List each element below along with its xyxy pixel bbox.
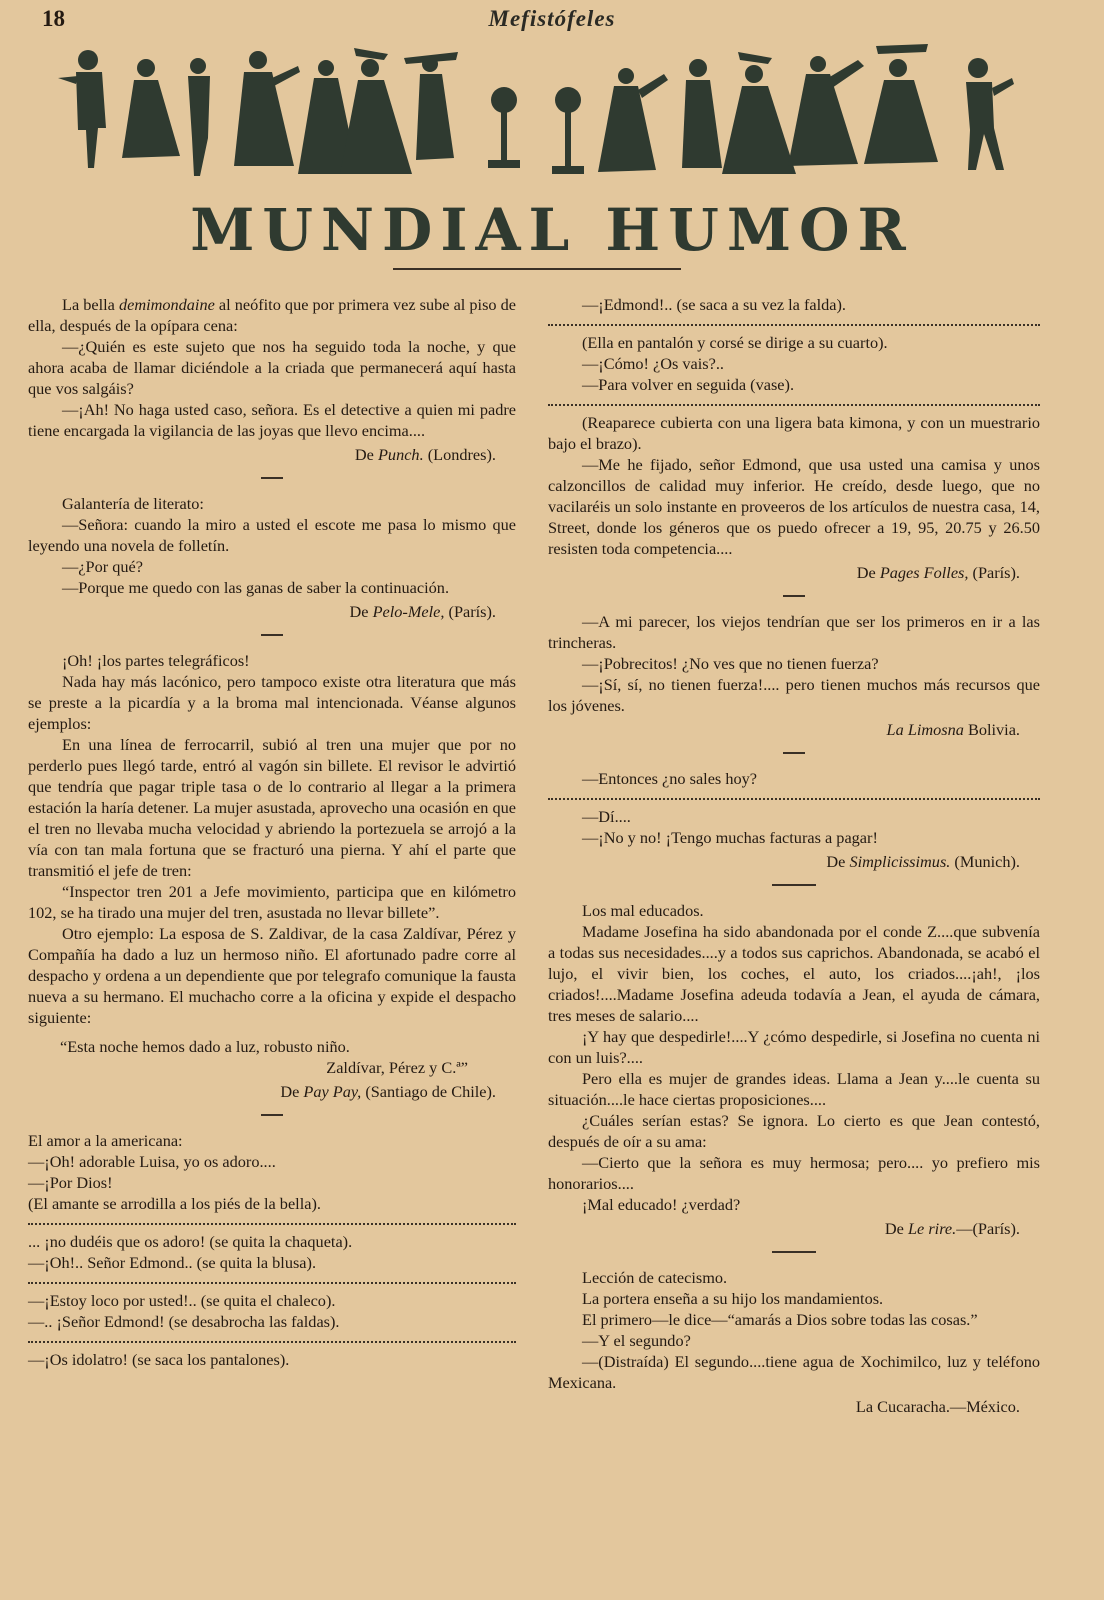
dotted-separator — [28, 1276, 516, 1284]
dotted-separator — [28, 1217, 516, 1225]
paragraph: —Me he fijado, señor Edmond, que usa usted una camisa y unos calzoncillos de calidad muy inferior. He creído, desde luego, que no vacilaréis un solo instante en proveeros de los artículos de nuestra casa, 14, Street, donde los géneros que os puedo ofrecer a 19, 95, 20.75 y 26.50 resisten toda competencia.... — [548, 455, 1040, 558]
paragraph: —¡Ah! No haga usted caso, señora. Es el detective a quien mi padre tiene encargada la vigilancia de las joyas que llevo encima.... — [28, 400, 516, 440]
paragraph: La bella demimondaine al neófito que por primera vez sube al piso de ella, después de la opípara cena: — [28, 295, 516, 335]
paragraph: —¡Oh!.. Señor Edmond.. (se quita la blusa). — [28, 1253, 317, 1272]
paragraph: —¡Sí, sí, no tienen fuerza!.... pero tienen muchos más recursos que los jóvenes. — [548, 675, 1040, 715]
joke-amor-americana-cont — [548, 294, 1040, 583]
paragraph: Los mal educados. — [582, 901, 704, 920]
paragraph: —¡No y no! ¡Tengo muchas facturas a pagar! — [582, 828, 878, 847]
right-column — [548, 294, 1040, 1417]
paragraph: ¡Oh! ¡los partes telegráficos! — [62, 651, 250, 670]
joke-galanteria — [28, 493, 516, 622]
page-header — [0, 4, 1104, 32]
paragraph: —¡Estoy loco por usted!.. (se quita el chaleco). — [28, 1291, 336, 1310]
joke-no-sales-hoy — [548, 768, 1040, 872]
magazine-name: Mefistófeles — [488, 6, 616, 31]
joke-demimondaine — [28, 294, 516, 465]
telegram-quote: “Esta noche hemos dado a luz, robusto niño. — [60, 1037, 350, 1056]
dotted-separator — [548, 398, 1040, 406]
source-credit: De Pages Folles, (París). — [856, 563, 1020, 582]
paragraph: “Inspector tren 201 a Jefe movimiento, participa que en kilómetro 102, se ha tirado una mujer del tren, asustada no llevar billete”. — [28, 882, 516, 922]
paragraph: (Ella en pantalón y corsé se dirige a su cuarto). — [582, 333, 888, 352]
page-title: MUNDIAL HUMOR — [190, 196, 914, 264]
paragraph: —Y el segundo? — [582, 1331, 691, 1350]
title-divider — [393, 268, 681, 270]
paragraph: —Dí.... — [582, 807, 631, 826]
paragraph: Galantería de literato: — [62, 494, 204, 513]
source-credit: De Simplicissimus. (Munich). — [826, 852, 1020, 871]
paragraph: —¡Por Dios! — [28, 1173, 113, 1192]
dotted-separator — [548, 792, 1040, 800]
paragraph: Nada hay más lacónico, pero tampoco existe otra literatura que más se preste a la picardía y a la broma mal intencionada. Véanse algunos ejemplos: — [28, 672, 516, 733]
telegram-signature: Zaldívar, Pérez y C.ª” — [326, 1058, 468, 1077]
paragraph: —¡Os idolatro! (se saca los pantalones). — [28, 1350, 290, 1369]
joke-partes-telegraficos — [28, 650, 516, 1102]
joke-viejos-trincheras — [548, 611, 1040, 740]
source-credit: De Punch. (Londres). — [354, 445, 496, 464]
paragraph: —¡Pobrecitos! ¿No ves que no tienen fuerza? — [582, 654, 879, 673]
paragraph: —¿Por qué? — [62, 557, 143, 576]
paragraph: Otro ejemplo: La esposa de S. Zaldivar, de la casa Zaldívar, Pérez y Compañía ha dado a luz un hermoso niño. El afortunado padre corre al despacho y ordena a un dependiente que por telegrafo comunique la fausta nueva a su hermano. El muchacho corre a la oficina y expide el despacho siguiente: — [28, 924, 516, 1027]
paragraph: —¡Edmond!.. (se saca a su vez la falda). — [582, 295, 847, 314]
paragraph: El amor a la americana: — [28, 1131, 183, 1150]
paragraph: —Entonces ¿no sales hoy? — [582, 769, 757, 788]
paragraph: Lección de catecismo. — [582, 1268, 728, 1287]
separator — [261, 1114, 283, 1116]
paragraph: ¡Y hay que despedirle!....Y ¿cómo despedirle, si Josefina no cuenta ni con un luis?.... — [548, 1027, 1040, 1067]
paragraph: El primero—le dice—“amarás a Dios sobre todas las cosas.” — [582, 1310, 978, 1329]
source-credit: De Le rire.—(París). — [884, 1219, 1020, 1238]
paragraph: ... ¡no dudéis que os adoro! (se quita la chaqueta). — [28, 1232, 353, 1251]
paragraph: —.. ¡Señor Edmond! (se desabrocha las faldas). — [28, 1312, 340, 1331]
source-credit: De Pay Pay, (Santiago de Chile). — [280, 1082, 496, 1101]
joke-mal-educados — [548, 900, 1040, 1239]
paragraph: Madame Josefina ha sido abandonada por el conde Z....que subvenía a todas sus necesidades....y a todos sus caprichos. Abandonada, se acabó el lujo, el vivir bien, los coches, el auto, los criados....¡ah!, ¡los criados!....Madame Josefina adeuda todavía a Jean, el ayuda de cámara, tres meses de salario.... — [548, 922, 1040, 1025]
paragraph: En una línea de ferrocarril, subió al tren una mujer que por no perderlo pues llegó tarde, entró al vagón sin billete. El revisor le advirtió que tendría que pagar triple tasa o de lo contrario al llegar a la primera estación la haría detener. La mujer asustada, aprovecho una ocasión en que el tren no llevaba mucha velocidad y abriendo la portezuela se arrojó a la vía con tan mala fortuna que se fracturó una pierna. Y ahí el parte que transmitió el jefe de tren: — [28, 735, 516, 880]
dotted-separator — [548, 318, 1040, 326]
source-credit: La Cucaracha.—México. — [855, 1397, 1020, 1416]
separator — [783, 595, 805, 597]
dancing-figures-illustration — [58, 38, 1016, 186]
paragraph: —Señora: cuando la miro a usted el escote me pasa lo mismo que leyendo una novela de folletín. — [28, 515, 516, 555]
source-credit: De Pelo-Mele, (París). — [349, 602, 496, 621]
paragraph: ¡Mal educado! ¿verdad? — [582, 1195, 741, 1214]
separator — [772, 884, 816, 886]
joke-leccion-catecismo — [548, 1267, 1040, 1417]
paragraph: —(Distraída) El segundo....tiene agua de Xochimilco, luz y teléfono Mexicana. — [548, 1352, 1040, 1392]
paragraph: —A mi parecer, los viejos tendrían que ser los primeros en ir a las trincheras. — [548, 612, 1040, 652]
paragraph: ¿Cuáles serían estas? Se ignora. Lo cierto es que Jean contestó, después de oír a su ama: — [548, 1111, 1040, 1151]
paragraph: —¿Quién es este sujeto que nos ha seguido toda la noche, y que ahora acaba de llamar diciéndole a la criada que permanecerá aquí hasta que vos salgáis? — [28, 337, 516, 398]
separator — [261, 477, 283, 479]
paragraph: —Para volver en seguida (vase). — [582, 375, 795, 394]
left-column — [28, 294, 516, 1370]
paragraph: (Reaparece cubierta con una ligera bata kimona, y con un muestrario bajo el brazo). — [548, 413, 1040, 453]
separator — [772, 1251, 816, 1253]
source-credit: La Limosna Bolivia. — [886, 720, 1020, 739]
paragraph: —Cierto que la señora es muy hermosa; pero.... yo prefiero mis honorarios.... — [548, 1153, 1040, 1193]
separator — [783, 752, 805, 754]
paragraph: —¡Cómo! ¿Os vais?.. — [582, 354, 724, 373]
joke-amor-americana — [28, 1130, 516, 1370]
paragraph: —Porque me quedo con las ganas de saber la continuación. — [62, 578, 450, 597]
page-number: 18 — [42, 6, 65, 31]
paragraph: La portera enseña a su hijo los mandamientos. — [582, 1289, 884, 1308]
separator — [261, 634, 283, 636]
paragraph: (El amante se arrodilla a los piés de la bella). — [28, 1194, 321, 1213]
paragraph: Pero ella es mujer de grandes ideas. Llama a Jean y....le cuenta su situación....le hace ciertas proposiciones.... — [548, 1069, 1040, 1109]
paragraph: —¡Oh! adorable Luisa, yo os adoro.... — [28, 1152, 276, 1171]
dotted-separator — [28, 1335, 516, 1343]
